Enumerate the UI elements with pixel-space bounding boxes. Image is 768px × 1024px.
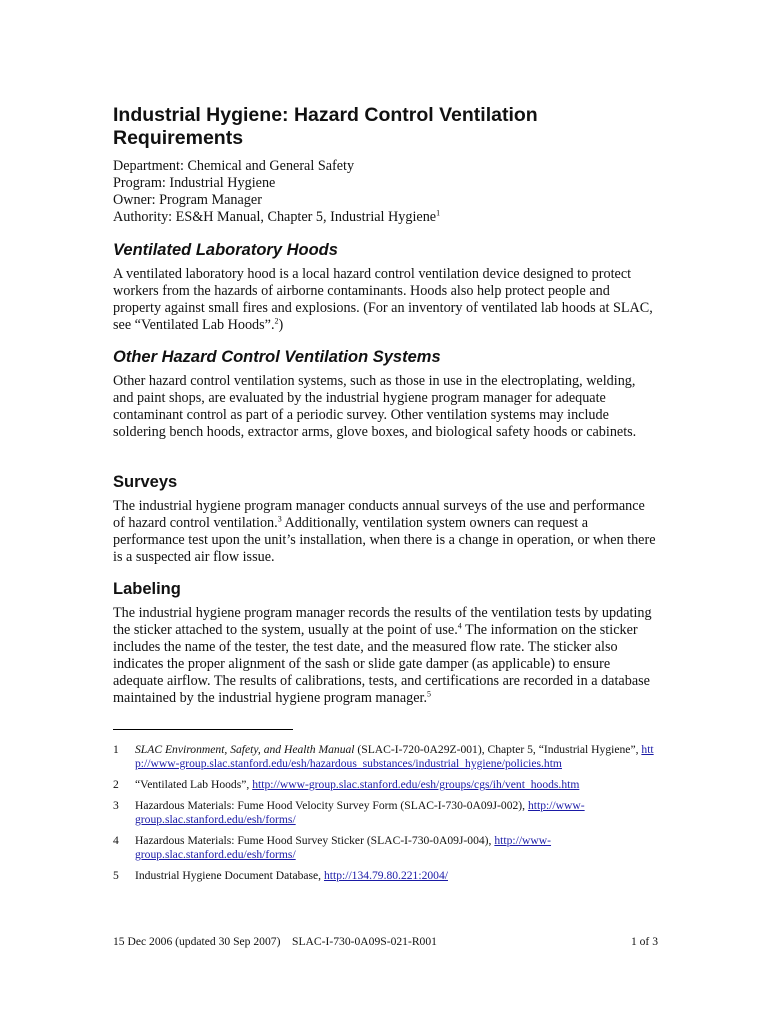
section-heading: Surveys <box>113 473 178 491</box>
footnote-number: 3 <box>113 799 119 812</box>
footnote-separator <box>113 729 658 730</box>
footnote-item <box>113 778 658 792</box>
section-ventilated-hoods <box>113 240 658 334</box>
section-surveys <box>113 472 658 566</box>
footnote-number: 4 <box>113 834 119 847</box>
footnote-link[interactable]: http://134.79.80.221:2004/ <box>323 869 448 882</box>
footnote-body <box>135 778 658 792</box>
footnote-item <box>113 869 658 883</box>
footnote-text: Industrial Hygiene Document Database, <box>135 869 324 882</box>
footnote-text: Hazardous Materials: Fume Hood Velocity Survey Form (SLAC-I-730-0A09J-002), <box>135 799 528 812</box>
footnote-link[interactable]: http://www-group.slac.stanford.edu/esh/forms/ <box>135 834 552 861</box>
paragraph-text: The industrial hygiene program manager records the results of the ventilation tests by updating the sticker attached to the system, usually at the point of use. <box>113 605 652 638</box>
footnote-text: Hazardous Materials: Fume Hood Survey Sticker (SLAC-I-730-0A09J-004), <box>135 834 495 847</box>
paragraph-text-end: Additionally, ventilation system owners can request a performance test upon the unit’s installation, when there is a change in operation, or when there is a suspected air flow issue. <box>113 515 656 565</box>
footnote-ref-1[interactable]: 1 <box>436 208 441 218</box>
footnote-body <box>135 869 658 883</box>
footnote-body <box>135 743 658 771</box>
footnote-list <box>113 743 658 883</box>
footnote-item <box>113 743 658 771</box>
meta-owner: Owner: Program Manager <box>113 192 262 208</box>
footnote-ref-2[interactable]: 2 <box>274 316 279 326</box>
paragraph-text: A ventilated laboratory hood is a local hazard control ventilation device designed to protect workers from the hazards of airborne contaminants. Hoods also help protect people and property against small fires and explosions. (For an inventory of ventilated lab hoods at SLAC, see “Ventilated Lab Hoods”. <box>113 266 653 333</box>
footnote-rule <box>113 729 293 730</box>
section-heading: Other Hazard Control Ventilation Systems <box>113 348 441 366</box>
page-footer <box>113 935 658 949</box>
paragraph-text-end: ) <box>278 317 284 333</box>
section-paragraph <box>113 498 658 566</box>
section-labeling <box>113 579 658 707</box>
section-paragraph <box>113 266 658 334</box>
footnote-ref-5[interactable]: 5 <box>427 689 432 699</box>
section-heading: Ventilated Laboratory Hoods <box>113 241 338 259</box>
section-paragraph <box>113 605 658 707</box>
document-meta <box>113 158 658 226</box>
meta-authority-text: Authority: ES&H Manual, Chapter 5, Industrial Hygiene <box>113 209 437 225</box>
footnote-number: 1 <box>113 743 119 756</box>
paragraph-text: The industrial hygiene program manager conducts annual surveys of the use and performance of hazard control ventilation. <box>113 498 645 531</box>
footer-doc-info: 15 Dec 2006 (updated 30 Sep 2007) SLAC-I-730-0A09S-021-R001 <box>113 935 437 948</box>
footnote-link[interactable]: http://www-group.slac.stanford.edu/esh/forms/ <box>135 799 585 826</box>
section-paragraph: Other hazard control ventilation systems, such as those in use in the electroplating, welding, and paint shops, are evaluated by the industrial hygiene program manager for adequate contaminant control as part of a periodic survey. Other ventilation systems may include soldering bench hoods, extractor arms, glove boxes, and biological safety hoods or cabinets. <box>113 373 637 440</box>
footnote-body <box>135 799 658 827</box>
footnote-text: (SLAC-I-720-0A29Z-001), Chapter 5, “Industrial Hygiene”, <box>354 743 642 756</box>
meta-program: Program: Industrial Hygiene <box>113 175 276 191</box>
footnote-ref-4[interactable]: 4 <box>457 621 462 631</box>
footnote-number: 2 <box>113 778 119 791</box>
footnote-italic: SLAC Environment, Safety, and Health Manual <box>135 743 355 756</box>
section-other-systems <box>113 347 658 441</box>
document-header <box>113 104 658 226</box>
page-number: 1 of 3 <box>630 935 658 948</box>
section-heading: Labeling <box>113 580 181 598</box>
page-title: Industrial Hygiene: Hazard Control Ventilation Requirements <box>113 104 538 149</box>
paragraph-text-end: The information on the sticker includes the name of the tester, the test date, and the measured flow rate. The sticker also indicates the proper alignment of the sash or slide gate damper (as applicable) to ensure adequate airflow. The results of calibrations, tests, and certifications are recorded in a database maintained by the industrial hygiene program manager. <box>113 622 650 706</box>
footnote-link[interactable]: http://www-group.slac.stanford.edu/esh/hazardous_substances/industrial_hygiene/policies.htm <box>135 743 654 770</box>
footnote-link[interactable]: http://www-group.slac.stanford.edu/esh/groups/cgs/ih/vent_hoods.htm <box>252 778 580 791</box>
footnote-text: “Ventilated Lab Hoods”, <box>135 778 253 791</box>
meta-authority <box>113 209 658 226</box>
footnote-item <box>113 799 658 827</box>
footnote-item <box>113 834 658 862</box>
footnote-ref-3[interactable]: 3 <box>277 514 282 524</box>
meta-department: Department: Chemical and General Safety <box>113 158 355 174</box>
footnote-body <box>135 834 658 862</box>
footnote-number: 5 <box>113 869 119 882</box>
